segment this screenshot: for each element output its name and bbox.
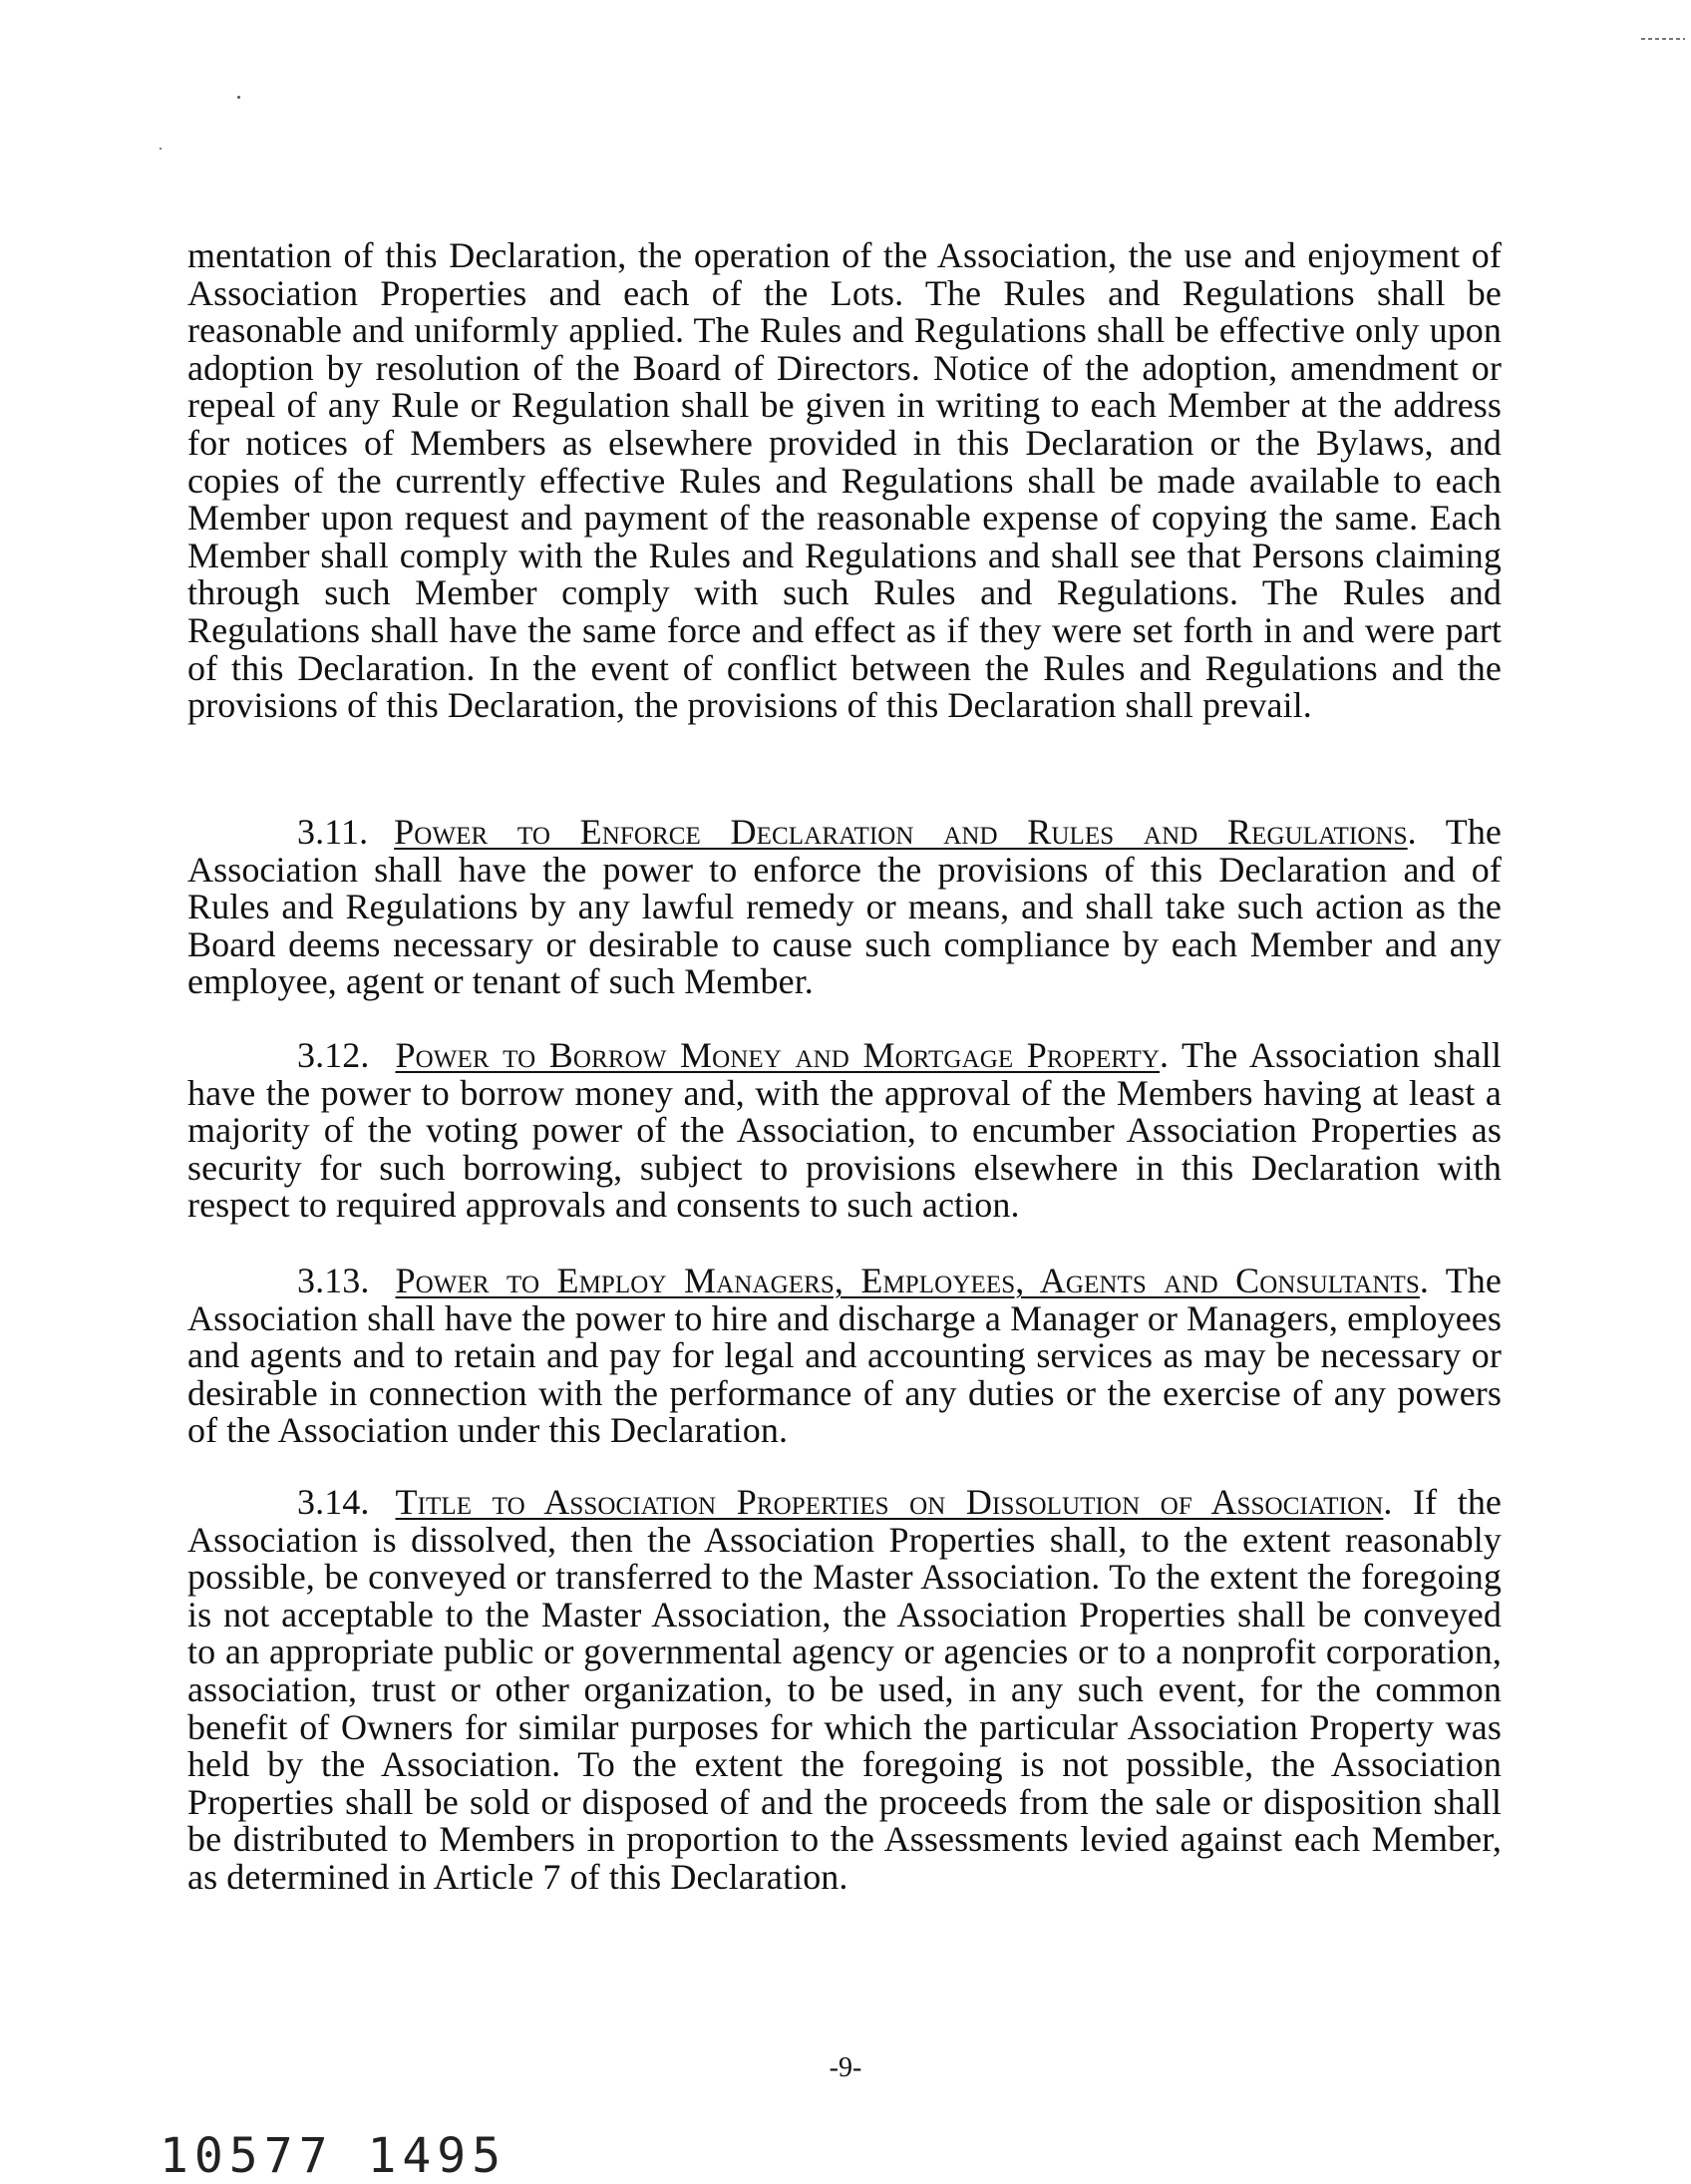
recording-stamp: [160, 2128, 540, 2184]
section-number: 3.13.: [297, 1261, 370, 1300]
section-heading: Power to Borrow Money and Mortgage Property: [395, 1035, 1161, 1075]
scan-speck: [160, 148, 162, 150]
stamp-page-number: 1495: [367, 2128, 507, 2184]
section-heading: Power to Enforce Declaration and Rules and Regulations: [394, 812, 1408, 852]
scan-speck: [237, 96, 240, 99]
section-heading: Power to Employ Managers, Employees, Agents and Consultants: [395, 1261, 1420, 1300]
section-number: 3.12.: [297, 1035, 370, 1075]
section-body: . The Association shall have the power to enforce the provisions of this Declaration and of Rules and Regulations by any lawful remedy or means, and shall take such action as the Board deems necessary or desirable to cause such compliance by each Member and any employee, agent or tenant of such Member.: [187, 812, 1502, 1002]
section-heading: Title to Association Properties on Dissolution of Association: [395, 1482, 1384, 1522]
page-number: -9-: [829, 2052, 862, 2083]
section-body: . If the Association is dissolved, then the Association Properties shall, to the extent reasonably possible, be conveyed or transferred to the Master Association. To the extent the foregoing is not acceptable to the Master Association, the Association Properties shall be conveyed to an appropriate public or governmental agency or agencies or to a nonprofit corporation, association, trust or other organization, to be used, in any such event, for the common benefit of Owners for similar purposes for which the particular Association Property was held by the Association. To the extent the foregoing is not possible, the Association Properties shall be sold or disposed of and the proceeds from the sale or disposition shall be distributed to Members in proportion to the Assessments levied against each Member, as determined in Article 7 of this Declaration.: [187, 1482, 1502, 1897]
section-3-11: [187, 814, 1502, 1001]
section-3-13: [187, 1263, 1502, 1450]
paragraph-continuation: mentation of this Declaration, the operation of the Association, the use and enjoyment of Association Properties and each of the Lots. The Rules and Regulations shall be reasonable and uniformly applied. The Rules and Regulations shall be effective only upon adoption by resolution of the Board of Directors. Notice of the adoption, amendment or repeal of any Rule or Regulation shall be given in writing to each Member at the address for notices of Members as elsewhere provided in this Declaration or the Bylaws, and copies of the currently effective Rules and Regulations shall be made available to each Member upon request and payment of the reasonable expense of copying the same. Each Member shall comply with the Rules and Regulations and shall see that Persons claiming through such Member comply with such Rules and Regulations. The Rules and Regulations shall have the same force and effect as if they were set forth in and were part of this Declaration. In the event of conflict between the Rules and Regulations and the provisions of this Declaration, the provisions of this Declaration shall prevail.: [187, 235, 1502, 726]
section-number: 3.11.: [297, 812, 369, 852]
section-3-12: [187, 1037, 1502, 1225]
section-number: 3.14.: [297, 1482, 370, 1522]
scan-edge-mark: [1641, 38, 1685, 40]
stamp-book-number: 10577: [160, 2128, 334, 2184]
section-body: . The Association shall have the power to hire and discharge a Manager or Managers, employees and agents and to retain and pay for legal and accounting services as may be necessary or desirable in connection with the performance of any duties or the exercise of any powers of the Association under this Declaration.: [187, 1261, 1502, 1451]
section-3-14: [187, 1484, 1502, 1897]
section-body: . The Association shall have the power to borrow money and, with the approval of the Members having at least a majority of the voting power of the Association, to encumber Association Properties as security for such borrowing, subject to provisions elsewhere in this Declaration with respect to required approvals and consents to such action.: [187, 1035, 1502, 1226]
